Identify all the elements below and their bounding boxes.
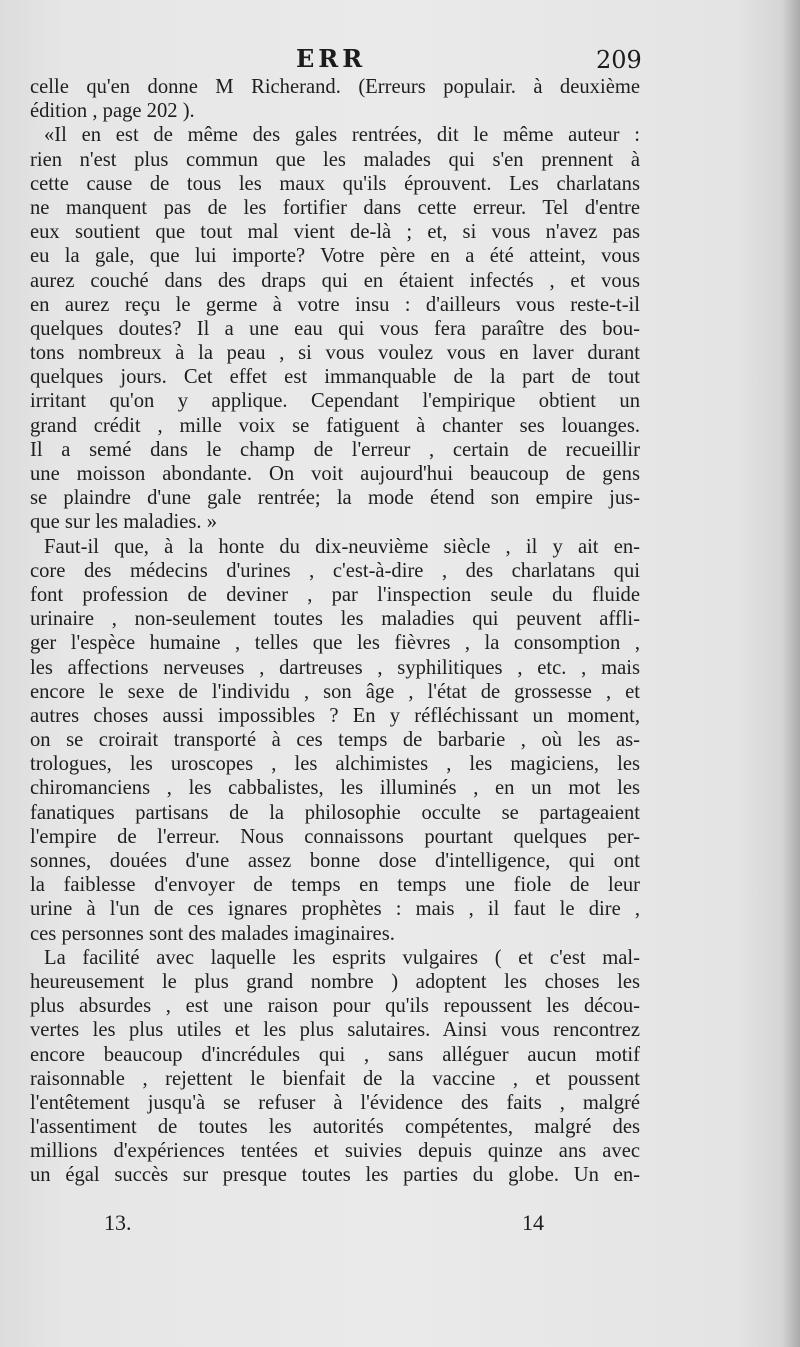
text-line: tons nombreux à la peau , si vous voulez vous en laver durant	[30, 342, 640, 365]
text-line: core des médecins d'urines , c'est-à-dire , des charlatans qui	[30, 559, 640, 582]
text-line: l'empire de l'erreur. Nous connaissons pourtant quelques per-	[30, 825, 640, 848]
text-line: quelques jours. Cet effet est immanquable de la part de tout	[30, 366, 640, 389]
text-line: ger l'espèce humaine , telles que les fièvres , la consomption ,	[30, 632, 640, 655]
text-line: eu la gale, que lui importe? Votre père en a été atteint, vous	[30, 245, 640, 268]
text-line: Il a semé dans le champ de l'erreur , certain de recueillir	[30, 438, 640, 461]
text-line: aurez couché dans des draps qui en étaient infectés , et vous	[30, 269, 640, 292]
running-head: ERR	[296, 44, 367, 73]
text-line: chiromanciens , les cabbalistes, les illuminés , en un mot les	[30, 777, 640, 800]
text-line: autres choses aussi impossibles ? En y réfléchissant un moment,	[30, 704, 640, 727]
body-text	[30, 75, 640, 1188]
text-line: ces personnes sont des malades imaginaires.	[30, 922, 395, 945]
text-line: «Il en est de même des gales rentrées, dit le même auteur :	[44, 124, 640, 147]
text-line: Faut-il que, à la honte du dix-neuvième siècle , il y ait en-	[44, 535, 640, 558]
text-line: quelques doutes? Il a une eau qui vous fera paraître des bou-	[30, 317, 640, 340]
text-line: édition , page 202 ).	[30, 100, 195, 123]
text-line: cette cause de tous les maux qu'ils éprouvent. Les charlatans	[30, 172, 640, 195]
page-header	[0, 40, 800, 76]
signature-mark: 13.	[104, 1210, 132, 1235]
text-line: l'assentiment de toutes les autorités compétentes, malgré des	[30, 1116, 640, 1139]
text-line: raisonnable , rejettent le bienfait de la vaccine , et poussent	[30, 1067, 640, 1090]
text-line: sonnes, douées d'une assez bonne dose d'intelligence, qui ont	[30, 850, 640, 872]
text-line: vertes les plus utiles et les plus salutaires. Ainsi vous rencontrez	[30, 1019, 640, 1042]
text-line: trologues, les uroscopes , les alchimistes , les magiciens, les	[30, 753, 640, 776]
text-line: irritant qu'on y applique. Cependant l'empirique obtient un	[30, 390, 640, 413]
text-line: urine à l'un de ces ignares prophètes : mais , il faut le dire ,	[30, 898, 640, 921]
text-line: un égal succès sur presque toutes les parties du globe. Un en-	[30, 1164, 640, 1187]
text-line: font profession de deviner , par l'inspection seule du fluide	[30, 583, 640, 606]
text-line: urinaire , non-seulement toutes les maladies qui peuvent affli-	[30, 608, 640, 631]
text-line: La facilité avec laquelle les esprits vulgaires ( et c'est mal-	[44, 946, 640, 969]
text-line: en aurez reçu le germe à votre insu : d'ailleurs vous reste-t-il	[30, 293, 640, 316]
text-line: celle qu'en donne M Richerand. (Erreurs populair. à deuxième	[30, 76, 640, 98]
text-line: fanatiques partisans de la philosophie occulte se partageaient	[30, 801, 640, 824]
page-number: 209	[596, 46, 642, 74]
text-line: une moisson abondante. On voit aujourd'hui beaucoup de gens	[30, 463, 640, 485]
text-line: la faiblesse d'envoyer de temps en temps une fiole de leur	[30, 874, 640, 897]
text-line: ne manquent pas de les fortifier dans cette erreur. Tel d'entre	[30, 196, 640, 219]
text-line: grand crédit , mille voix se fatiguent à chanter ses louanges.	[30, 414, 640, 437]
page-gutter-shadow	[782, 0, 800, 1347]
text-line: l'entêtement jusqu'à se refuser à l'évidence des faits , malgré	[30, 1091, 640, 1114]
text-line: eux soutient que tout mal vient de-là ; et, si vous n'avez pas	[30, 221, 640, 244]
text-line: millions d'expériences tentées et suivies depuis quinze ans avec	[30, 1140, 640, 1163]
text-line: les affections nerveuses , dartreuses , syphilitiques , etc. , mais	[30, 656, 640, 679]
text-line: on se croirait transporté à ces temps de barbarie , où les as-	[30, 729, 640, 752]
text-line: se plaindre d'une gale rentrée; la mode étend son empire jus-	[30, 487, 640, 510]
catchword: 14	[522, 1210, 544, 1235]
text-line: plus absurdes , est une raison pour qu'ils repoussent les décou-	[30, 995, 640, 1018]
page-footer	[0, 1210, 800, 1240]
text-line: rien n'est plus commun que les malades qui s'en prennent à	[30, 148, 640, 171]
text-line: encore le sexe de l'individu , son âge , l'état de grossesse , et	[30, 680, 640, 703]
text-line: que sur les maladies. »	[30, 511, 218, 534]
text-line: heureusement le plus grand nombre ) adoptent les choses les	[30, 970, 640, 993]
text-line: encore beaucoup d'incrédules qui , sans alléguer aucun motif	[30, 1043, 640, 1066]
